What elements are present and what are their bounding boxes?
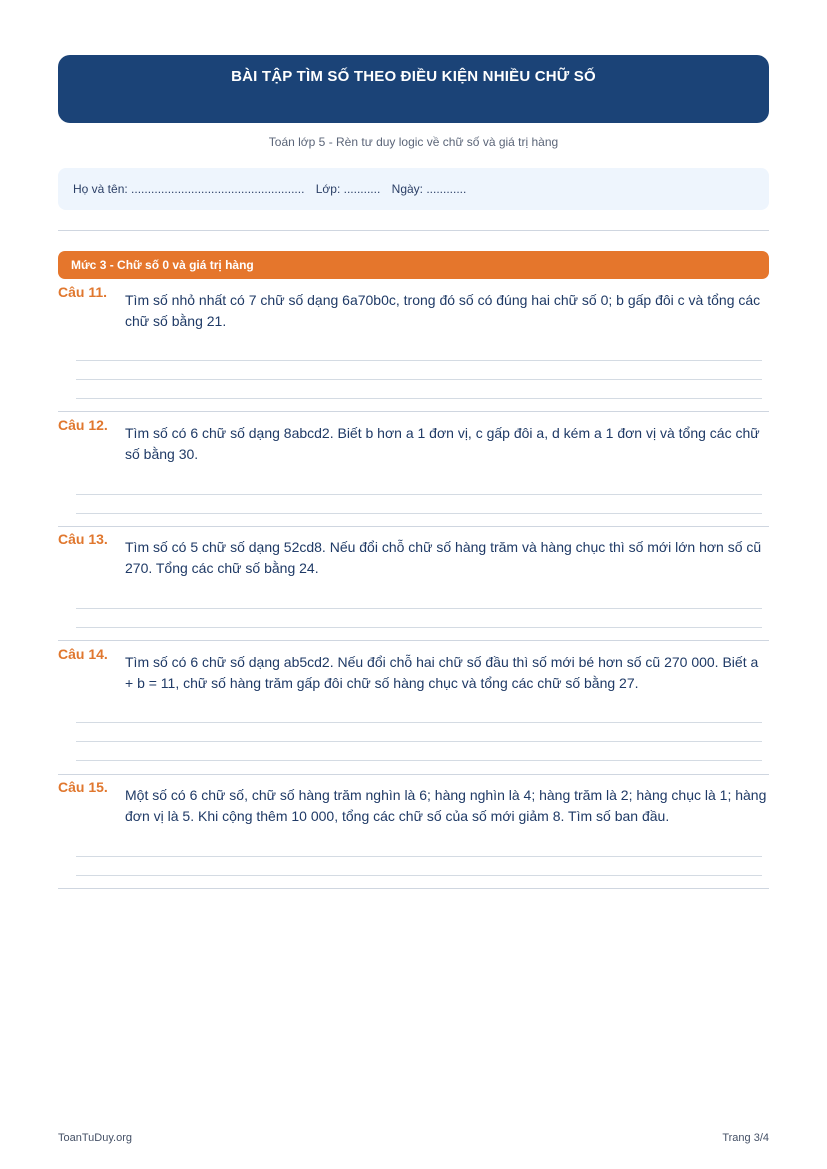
question-number: Câu 14.	[58, 646, 108, 662]
answer-line	[76, 379, 762, 380]
question-number: Câu 15.	[58, 779, 108, 795]
class-field: Lớp: ...........	[315, 182, 381, 196]
date-field: Ngày: ............	[391, 182, 467, 196]
question-number: Câu 11.	[58, 284, 108, 300]
question-divider	[58, 888, 769, 889]
footer-page-number: Trang 3/4	[722, 1132, 769, 1144]
answer-line	[76, 494, 762, 495]
question-text: Tìm số có 6 chữ số dạng 8abcd2. Biết b hơn a 1 đơn vị, c gấp đôi a, d kém a 1 đơn vị và tổng các chữ số bằng 30.	[125, 425, 760, 462]
answer-line	[76, 398, 762, 399]
answer-line	[76, 875, 762, 876]
level-label: Mức 3 - Chữ số 0 và giá trị hàng	[71, 258, 254, 272]
answer-line	[76, 360, 762, 361]
student-info-box	[58, 168, 769, 210]
question-divider	[58, 411, 769, 412]
level-header	[58, 251, 769, 279]
answer-line	[76, 608, 762, 609]
answer-line	[76, 722, 762, 723]
answer-line	[76, 760, 762, 761]
question-number: Câu 12.	[58, 417, 108, 433]
question-divider	[58, 640, 769, 641]
section-divider	[58, 230, 769, 231]
question-text: Tìm số có 5 chữ số dạng 52cd8. Nếu đổi chỗ chữ số hàng trăm và hàng chục thì số mới lớn hơn số cũ 270. Tổng các chữ số bằng 24.	[125, 539, 762, 576]
question-divider	[58, 774, 769, 775]
answer-line	[76, 741, 762, 742]
footer-site: ToanTuDuy.org	[58, 1132, 132, 1144]
question-text: Tìm số nhỏ nhất có 7 chữ số dạng 6a70b0c, trong đó số có đúng hai chữ số 0; b gấp đôi c và tổng các chữ số bằng 21.	[125, 292, 761, 329]
question-text: Tìm số có 6 chữ số dạng ab5cd2. Nếu đổi chỗ hai chữ số đầu thì số mới bé hơn số cũ 270 000. Biết a + b = 11, chữ số hàng trăm gấp đôi chữ số hàng chục và tổng các chữ số bằng 27.	[125, 654, 759, 691]
question-divider	[58, 526, 769, 527]
worksheet-title: BÀI TẬP TÌM SỐ THEO ĐIỀU KIỆN NHIỀU CHỮ SỐ	[231, 68, 596, 85]
worksheet-subtitle: Toán lớp 5 - Rèn tư duy logic về chữ số và giá trị hàng	[268, 135, 559, 149]
answer-line	[76, 627, 762, 628]
answer-line	[76, 856, 762, 857]
question-text: Một số có 6 chữ số, chữ số hàng trăm nghìn là 6; hàng nghìn là 4; hàng trăm là 2; hàng chục là 1; hàng đơn vị là 5. Khi cộng thêm 10 000, tổng các chữ số của số mới giảm 8. Tìm số ban đầu.	[125, 787, 767, 824]
worksheet-header	[58, 55, 769, 123]
question-number: Câu 13.	[58, 531, 108, 547]
student-name-field: Họ và tên: ....................................................	[73, 182, 305, 196]
answer-line	[76, 513, 762, 514]
